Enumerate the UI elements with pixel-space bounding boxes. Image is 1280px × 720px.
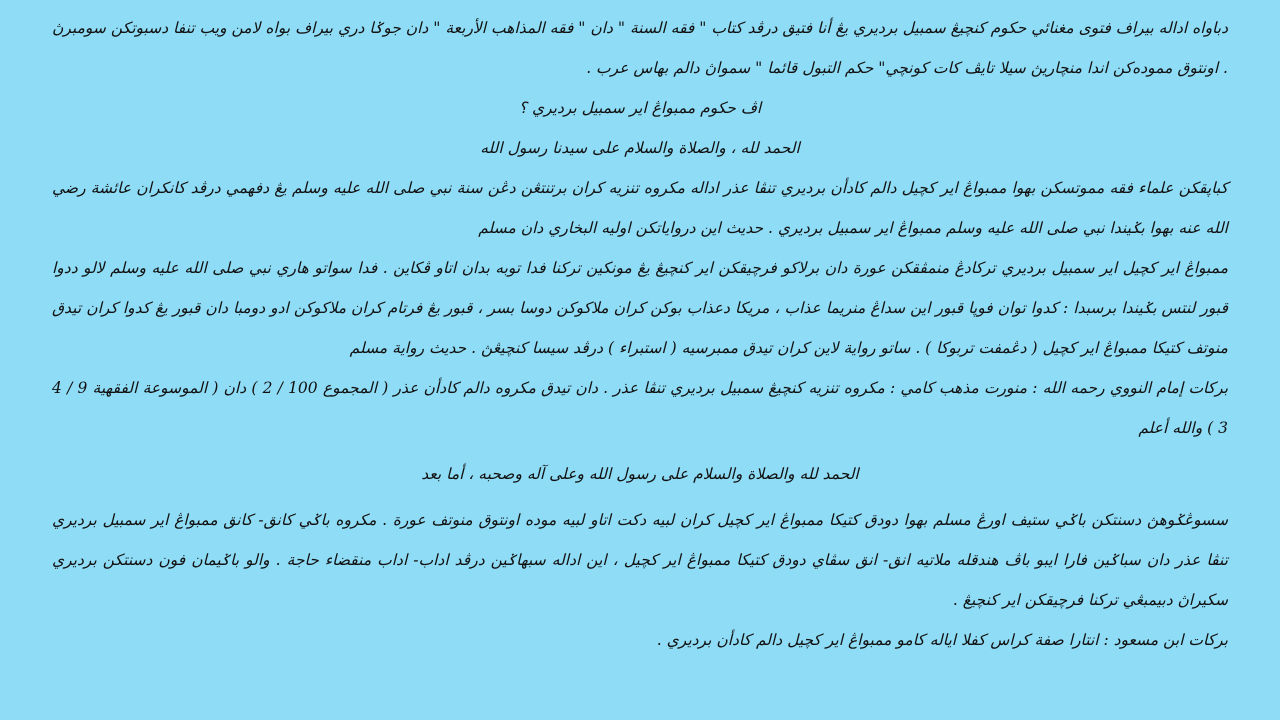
intro-paragraph: دباواه اداله بيراف فتوى مغنائي حكوم كنچيڠ سمبيل برديري يڠ أنا فتيق درڤد كتاب " فقه السنة " دان " فقه المذاهب الأربعة " دان جوݢا دري بيراف بواه لامن ويب تنفا دسبوتكن سومبرڽ . اونتوق مموده‌كن اندا منچاريڽ سيلا تايڤ كات كونچي" حكم التبول قائما " سمواڽ دالم بهاس عرب . (52, 19, 1228, 77)
question-heading: اڤ حكوم ممبواڠ اير سمبيل برديري ؟ (518, 99, 762, 117)
opening-praise: الحمد لله ، والصلاة والسلام على سيدنا رسول الله (480, 139, 800, 157)
hadith-paragraph: ممبواڠ اير كچيل اير سمبيل برديري تركادڠ منمڤقكن عورة دان برلاكو فرچيقكن اير كنچيڠ يڠ مونكين تركنا فدا توبه بدان اتاو ڤكاين . فدا سواتو هاري نبي صلى الله عليه وسلم لالو ددوا قبور لنتس بݢيندا برسبدا : كدوا توان فوڽا قبور اين سداڠ منريما عذاب ، مريكا دعذاب بوكن كران ملاكوكن دوسا بسر ، قبور يڠ فرتام كران ملاكوكن ادو دومبا دان قبور يڠ كدوا كران تيدق منوتف كتيكا ممبواڠ اير كچيل ( دڠمفت تربوكا ) . ساتو رواية لاين كران تيدق ممبرسيه ( استبراء ) درڤد سيسا كنچيڠڽ . حديث رواية مسلم (52, 259, 1228, 357)
second-praise: الحمد لله والصلاة والسلام على رسول الله وعلى آله وصحبه ، أما بعد (421, 465, 859, 483)
ibn-masud-quote: بركات ابن مسعود : انتارا صفة كراس كفلا اياله كامو ممبواڠ اير كچيل دالم كادأن برديري . (656, 631, 1228, 649)
nawawi-quote-paragraph: بركات إمام النووي رحمه الله : منورت مذهب كامي : مكروه تنزيه كنچيڠ سمبيل برديري تنڤا عذر . دان تيدق مكروه دالم كادأن عذر ( المجموع 100 / 2 ) دان ( الموسوعة الفقهية 9 / 4 3 ) والله أعلم (52, 379, 1229, 437)
etiquette-paragraph: سسوڠݢوهڽ دسنتكن باݢي ستيف اورڠ مسلم بهوا دودق كتيكا ممبواڠ اير كچيل كران لبيه دكت اتاو لبيه موده اونتوق منوتف عورة . مكروه باݢي كانق- كانق ممبواڠ اير سمبيل برديري تنڤا عذر دان سباݢين فارا ايبو باڤ هندقله ملاتيه انق- انق سڤاي دودق كتيكا ممبواڠ اير كچيل ، اين اداله سبهاݢين درڤد اداب- اداب منقضاء حاجة . والو باݢيمان فون دسنتكن برديري سكيراڽ دبيمبڠي تركنا فرچيقكن اير كنچيڠ . (52, 511, 1228, 609)
majority-opinion-paragraph: كباڽقكن علماء فقه مموتسكن بهوا ممبواڠ اير كچيل دالم كادأن برديري تنڤا عذر اداله مكروه تنزيه كران برتنتڠن دڠن سنة نبي صلى الله عليه وسلم يڠ دفهمي درڤد كانكران عائشة رضي الله عنه بهوا بݢيندا نبي صلى الله عليه وسلم ممبواڠ اير سمبيل برديري . حديث اين درواياتكن اوليه البخاري دان مسلم (52, 179, 1228, 237)
